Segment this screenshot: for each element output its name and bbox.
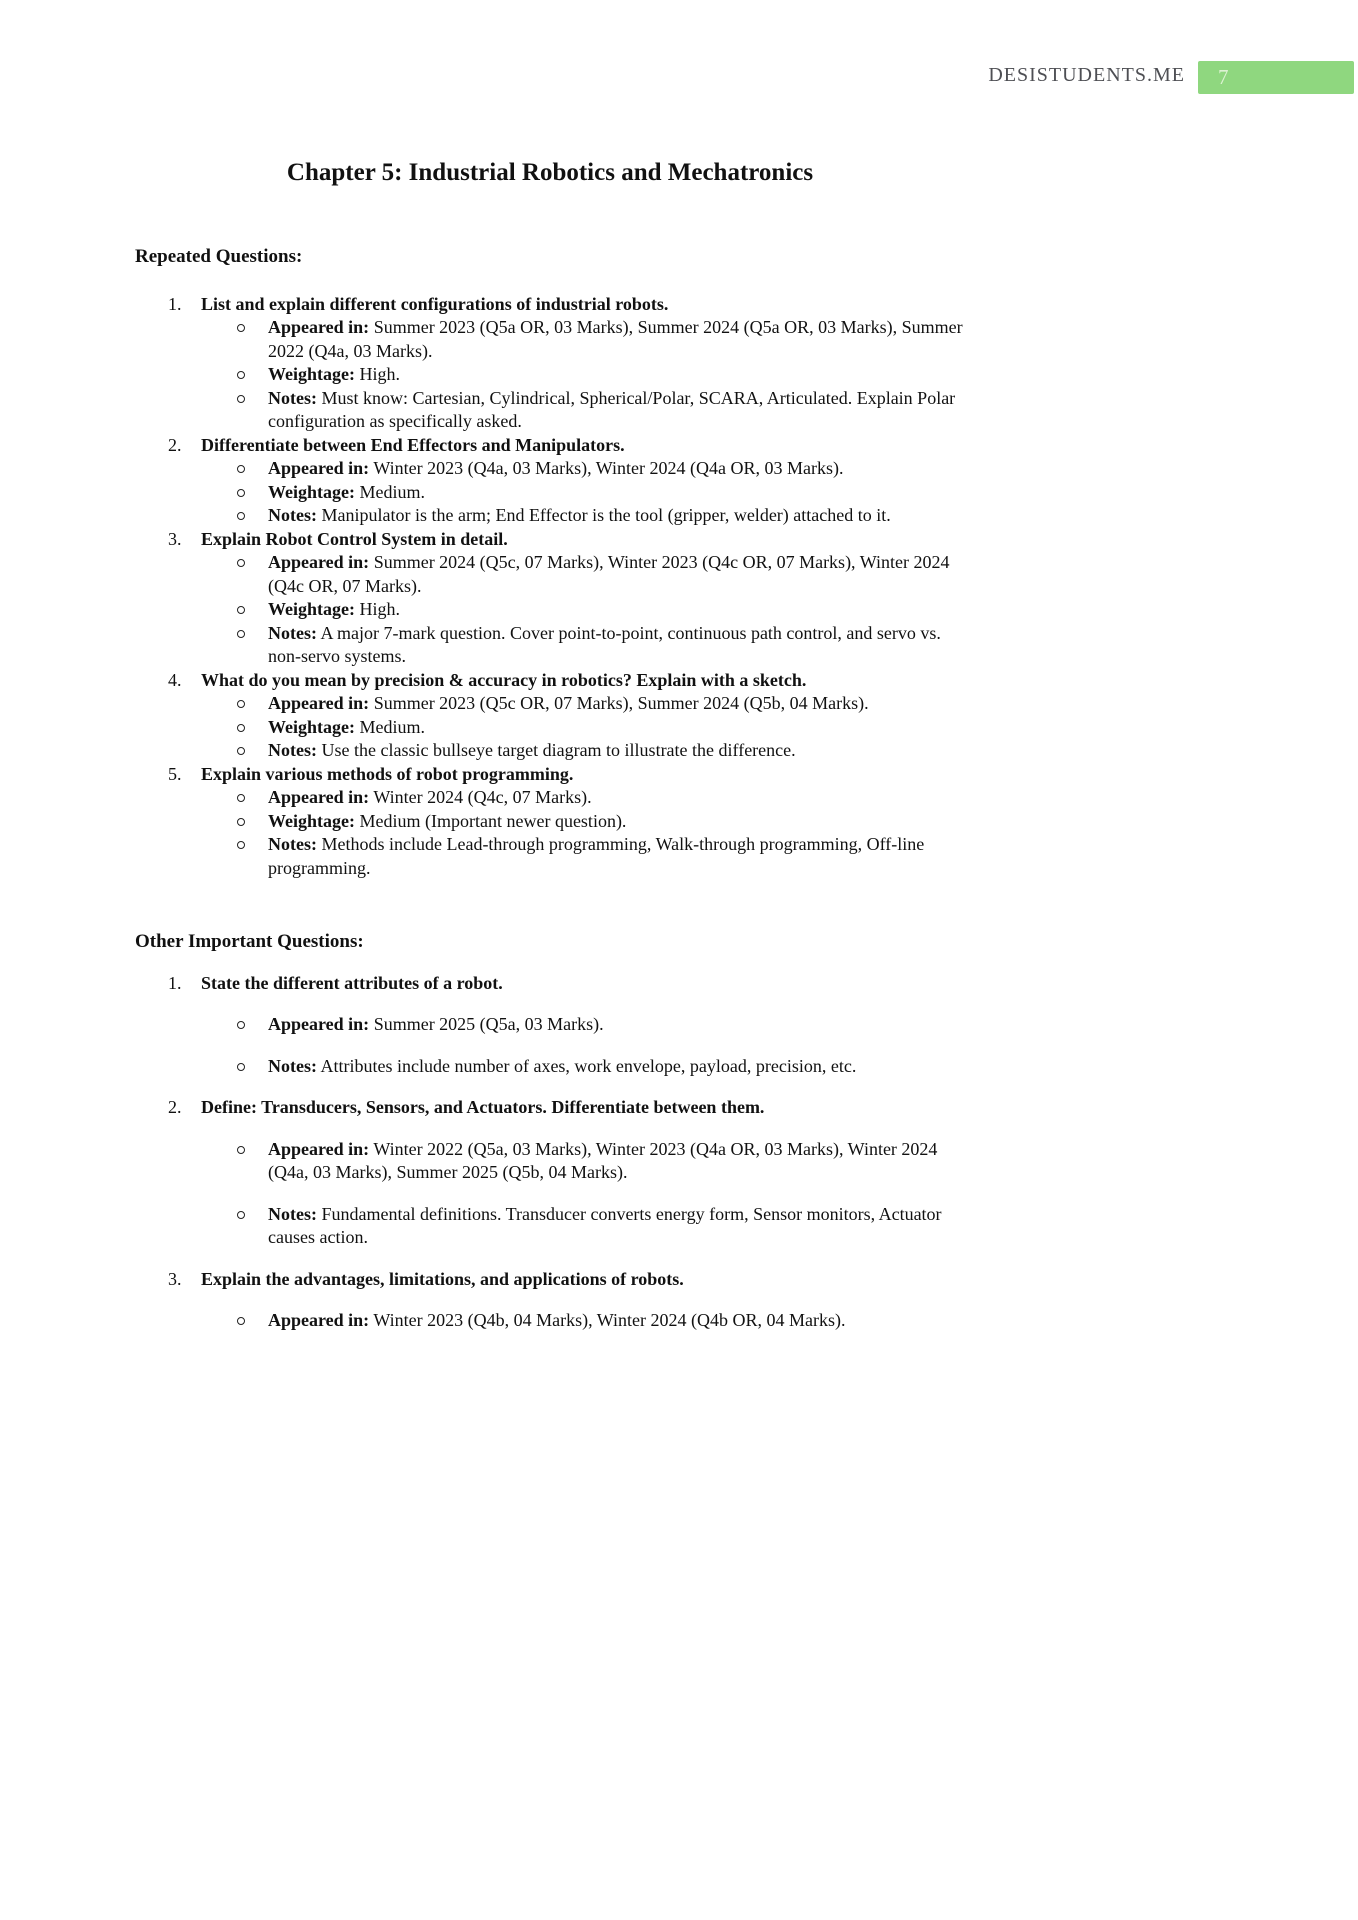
circle-bullet-icon: [237, 481, 268, 505]
question-number: 2.: [168, 1097, 182, 1117]
bullet-text: Winter 2023 (Q4a, 03 Marks), Winter 2024 (Q4a OR, 03 Marks).: [373, 458, 844, 478]
question-number: 1.: [168, 293, 182, 314]
bullet-label: Notes:: [268, 740, 317, 760]
question-head: [135, 434, 965, 458]
bullet-text: Winter 2024 (Q4c, 07 Marks).: [373, 787, 592, 807]
bullet-item: [135, 1138, 965, 1185]
bullet-content: [268, 457, 965, 481]
circle-bullet-icon: [237, 1063, 245, 1071]
circle-bullet-icon: [237, 387, 268, 434]
question-item: [135, 763, 965, 881]
bullet-content: [268, 387, 965, 434]
circle-bullet-icon: [237, 606, 245, 614]
sections-root: [135, 245, 965, 1333]
question-title: Explain various methods of robot programming.: [201, 763, 574, 784]
bullet-item: [135, 1203, 965, 1250]
bullet-label: Notes:: [268, 834, 317, 854]
circle-bullet-icon: [237, 1309, 268, 1333]
bullet-label: Appeared in:: [268, 1138, 370, 1159]
question-item: [135, 1268, 965, 1333]
question-head: [135, 528, 965, 552]
circle-bullet-icon: [237, 739, 268, 763]
bullet-content: [268, 551, 965, 598]
bullet-content: [268, 1013, 965, 1037]
circle-bullet-icon: [237, 395, 245, 403]
bullet-label: Weightage:: [268, 481, 355, 502]
bullet-text: Medium.: [359, 481, 425, 502]
bullet-text: Medium (Important newer question).: [359, 810, 627, 831]
section: [135, 245, 965, 880]
section-heading: Repeated Questions:: [135, 246, 303, 267]
bullet-text: Summer 2025 (Q5a, 03 Marks).: [373, 1014, 604, 1034]
bullet-content: [268, 833, 965, 880]
circle-bullet-icon: [237, 716, 268, 740]
circle-bullet-icon: [237, 1055, 268, 1079]
circle-bullet-icon: [237, 630, 245, 638]
question-item: [135, 1096, 965, 1250]
bullet-label: Notes:: [268, 1203, 317, 1224]
circle-bullet-icon: [237, 1138, 268, 1185]
bullet-item: [135, 387, 965, 434]
circle-bullet-icon: [237, 1021, 245, 1029]
bullet-text: Summer 2023 (Q5a OR, 03 Marks), Summer 2024 (Q5a OR, 03 Marks), Summer 2022 (Q4a, 03 Marks).: [268, 317, 963, 361]
circle-bullet-icon: [237, 1317, 245, 1325]
bullet-item: [135, 1013, 965, 1037]
bullet-label: Notes:: [268, 1055, 317, 1076]
bullet-item: [135, 739, 965, 763]
bullet-label: Appeared in:: [268, 1310, 370, 1330]
bullet-text: Summer 2024 (Q5c, 07 Marks), Winter 2023 (Q4c OR, 07 Marks), Winter 2024 (Q4c OR, 07 Marks).: [268, 552, 950, 596]
bullet-content: [268, 692, 965, 716]
bullet-text: Must know: Cartesian, Cylindrical, Spherical/Polar, SCARA, Articulated. Explain Polar configuration as specifically asked.: [268, 387, 956, 431]
bullet-content: [268, 1055, 965, 1079]
page-title: Chapter 5: Industrial Robotics and Mechatronics: [286, 159, 814, 186]
bullet-label: Weightage:: [268, 810, 355, 831]
bullet-label: Weightage:: [268, 364, 355, 384]
site-watermark: DESISTUDENTS.ME: [988, 64, 1185, 86]
bullet-text: Winter 2023 (Q4b, 04 Marks), Winter 2024 (Q4b OR, 04 Marks).: [373, 1310, 846, 1330]
bullet-content: [268, 504, 965, 528]
document-page: [135, 158, 965, 1333]
question-head: [135, 1096, 965, 1120]
circle-bullet-icon: [237, 598, 268, 622]
circle-bullet-icon: [237, 724, 245, 732]
bullet-text: Fundamental definitions. Transducer converts energy form, Sensor monitors, Actuator causes action.: [268, 1203, 942, 1247]
bullet-text: Use the classic bullseye target diagram to illustrate the difference.: [321, 740, 796, 760]
bullet-text: Manipulator is the arm; End Effector is the tool (gripper, welder) attached to it.: [321, 505, 891, 525]
question-head: [135, 972, 965, 996]
bullet-item: [135, 316, 965, 363]
bullet-text: High.: [359, 364, 400, 384]
bullet-text: Summer 2023 (Q5c OR, 07 Marks), Summer 2024 (Q5b, 04 Marks).: [373, 693, 869, 713]
bullet-label: Notes:: [268, 622, 317, 643]
question-title: What do you mean by precision & accuracy in robotics? Explain with a sketch.: [201, 669, 807, 690]
question-title: List and explain different configurations of industrial robots.: [201, 293, 669, 314]
circle-bullet-icon: [237, 794, 245, 802]
bullet-content: [268, 316, 965, 363]
section-heading: Other Important Questions:: [135, 931, 364, 952]
circle-bullet-icon: [237, 810, 268, 834]
circle-bullet-icon: [237, 1211, 245, 1219]
bullet-item: [135, 786, 965, 810]
bullet-item: [135, 481, 965, 505]
bullet-text: Methods include Lead-through programming, Walk-through programming, Off-line programming.: [268, 834, 925, 878]
bullet-content: [268, 739, 965, 763]
bullet-label: Weightage:: [268, 599, 355, 619]
circle-bullet-icon: [237, 818, 245, 826]
bullet-item: [135, 551, 965, 598]
circle-bullet-icon: [237, 747, 245, 755]
bullet-label: Appeared in:: [268, 693, 370, 713]
bullet-text: Attributes include number of axes, work envelope, payload, precision, etc.: [320, 1055, 857, 1076]
bullet-content: [268, 481, 965, 505]
bullet-item: [135, 363, 965, 387]
bullet-content: [268, 810, 965, 834]
circle-bullet-icon: [237, 1013, 268, 1037]
bullet-item: [135, 1309, 965, 1333]
bullet-text: Winter 2022 (Q5a, 03 Marks), Winter 2023 (Q4a OR, 03 Marks), Winter 2024 (Q4a, 03 Marks), Summer 2025 (Q5b, 04 Marks).: [268, 1138, 938, 1182]
bullet-label: Appeared in:: [268, 458, 370, 478]
bullet-label: Notes:: [268, 387, 317, 408]
circle-bullet-icon: [237, 622, 268, 669]
question-title: State the different attributes of a robot.: [201, 972, 503, 993]
bullet-label: Appeared in:: [268, 787, 370, 807]
circle-bullet-icon: [237, 504, 268, 528]
bullet-label: Appeared in:: [268, 552, 370, 572]
question-head: [135, 763, 965, 787]
circle-bullet-icon: [237, 692, 268, 716]
bullet-text: Medium.: [359, 716, 425, 737]
question-item: [135, 434, 965, 528]
question-number: 4.: [168, 669, 182, 690]
circle-bullet-icon: [237, 700, 245, 708]
circle-bullet-icon: [237, 551, 268, 598]
question-item: [135, 528, 965, 669]
bullet-content: [268, 1138, 965, 1185]
circle-bullet-icon: [237, 512, 245, 520]
bullet-content: [268, 363, 965, 387]
bullet-label: Appeared in:: [268, 317, 370, 337]
circle-bullet-icon: [237, 833, 268, 880]
bullet-text: A major 7-mark question. Cover point-to-point, continuous path control, and servo vs. non-servo systems.: [268, 622, 941, 666]
question-number: 3.: [168, 1268, 182, 1289]
section: [135, 930, 965, 1333]
circle-bullet-icon: [237, 371, 245, 379]
circle-bullet-icon: [237, 489, 245, 497]
question-title: Explain the advantages, limitations, and applications of robots.: [201, 1268, 684, 1289]
bullet-text: High.: [359, 599, 400, 619]
bullet-item: [135, 504, 965, 528]
question-item: [135, 293, 965, 434]
circle-bullet-icon: [237, 324, 245, 332]
bullet-item: [135, 692, 965, 716]
bullet-item: [135, 810, 965, 834]
bullet-content: [268, 716, 965, 740]
question-number: 3.: [168, 528, 182, 549]
bullet-item: [135, 457, 965, 481]
question-number: 1.: [168, 972, 182, 993]
circle-bullet-icon: [237, 316, 268, 363]
circle-bullet-icon: [237, 559, 245, 567]
question-head: [135, 1268, 965, 1292]
page-number-badge: 7: [1198, 61, 1354, 94]
circle-bullet-icon: [237, 457, 268, 481]
bullet-item: [135, 833, 965, 880]
bullet-label: Weightage:: [268, 716, 355, 737]
circle-bullet-icon: [237, 363, 268, 387]
circle-bullet-icon: [237, 841, 245, 849]
bullet-label: Notes:: [268, 505, 317, 525]
question-item: [135, 972, 965, 1079]
circle-bullet-icon: [237, 786, 268, 810]
question-item: [135, 669, 965, 763]
bullet-item: [135, 1055, 965, 1079]
circle-bullet-icon: [237, 1146, 245, 1154]
bullet-item: [135, 622, 965, 669]
question-head: [135, 293, 965, 317]
bullet-content: [268, 1203, 965, 1250]
question-number: 2.: [168, 434, 182, 455]
question-title: Differentiate between End Effectors and Manipulators.: [201, 434, 625, 455]
bullet-content: [268, 598, 965, 622]
bullet-content: [268, 786, 965, 810]
bullet-content: [268, 622, 965, 669]
bullet-content: [268, 1309, 965, 1333]
question-title: Define: Transducers, Sensors, and Actuators. Differentiate between them.: [201, 1097, 765, 1117]
question-number: 5.: [168, 763, 182, 784]
bullet-label: Appeared in:: [268, 1014, 370, 1034]
question-title: Explain Robot Control System in detail.: [201, 528, 508, 549]
circle-bullet-icon: [237, 465, 245, 473]
bullet-item: [135, 598, 965, 622]
question-head: [135, 669, 965, 693]
bullet-item: [135, 716, 965, 740]
circle-bullet-icon: [237, 1203, 268, 1250]
